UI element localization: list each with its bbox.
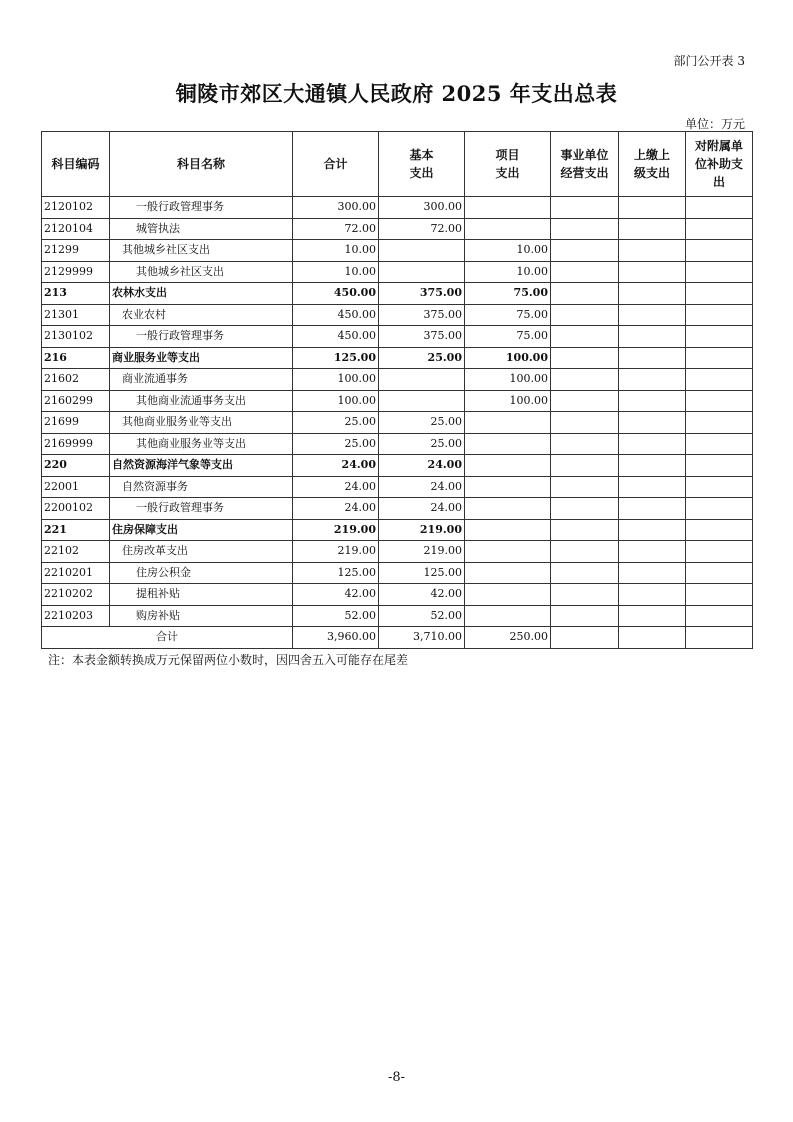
cell-business — [551, 519, 619, 541]
cell-upper — [619, 584, 686, 606]
table-row — [42, 347, 753, 369]
table-row — [42, 498, 753, 520]
cell-code: 2210201 — [42, 562, 110, 584]
cell-project — [465, 197, 551, 219]
cell-project — [465, 541, 551, 563]
cell-business — [551, 390, 619, 412]
cell-basic: 42.00 — [379, 584, 465, 606]
cell-upper — [619, 283, 686, 305]
cell-business — [551, 498, 619, 520]
cell-upper — [619, 261, 686, 283]
cell-name: 其他城乡社区支出 — [110, 261, 293, 283]
cell-total: 72.00 — [293, 218, 379, 240]
table-header-row — [42, 132, 753, 197]
cell-upper — [619, 519, 686, 541]
cell-code: 213 — [42, 283, 110, 305]
table-row — [42, 455, 753, 477]
cell-upper — [619, 369, 686, 391]
cell-name: 提租补贴 — [110, 584, 293, 606]
cell-total: 219.00 — [293, 541, 379, 563]
cell-code: 2210203 — [42, 605, 110, 627]
cell-total: 100.00 — [293, 390, 379, 412]
total-upper — [619, 627, 686, 649]
cell-code: 221 — [42, 519, 110, 541]
cell-upper — [619, 498, 686, 520]
table-row — [42, 326, 753, 348]
cell-name: 其他城乡社区支出 — [110, 240, 293, 262]
cell-upper — [619, 197, 686, 219]
cell-upper — [619, 412, 686, 434]
footnote: 注：本表金额转换成万元保留两位小数时，因四舍五入可能存在尾差 — [48, 653, 409, 667]
cell-business — [551, 541, 619, 563]
cell-project: 100.00 — [465, 369, 551, 391]
cell-subsidy — [686, 261, 753, 283]
cell-name: 一般行政管理事务 — [110, 498, 293, 520]
cell-subsidy — [686, 390, 753, 412]
header-total: 合计 — [293, 132, 379, 197]
cell-code: 2120102 — [42, 197, 110, 219]
cell-code: 21699 — [42, 412, 110, 434]
cell-name: 其他商业服务业等支出 — [110, 412, 293, 434]
table-total-row — [42, 627, 753, 649]
cell-name: 购房补贴 — [110, 605, 293, 627]
cell-code: 22001 — [42, 476, 110, 498]
cell-total: 300.00 — [293, 197, 379, 219]
cell-name: 其他商业流通事务支出 — [110, 390, 293, 412]
header-subsidy: 对附属单 位补助支 出 — [686, 132, 753, 197]
cell-upper — [619, 476, 686, 498]
cell-project: 10.00 — [465, 261, 551, 283]
cell-project: 75.00 — [465, 304, 551, 326]
table-row — [42, 541, 753, 563]
unit-label: 单位：万元 — [684, 117, 745, 131]
cell-project — [465, 433, 551, 455]
cell-subsidy — [686, 605, 753, 627]
cell-subsidy — [686, 326, 753, 348]
cell-subsidy — [686, 541, 753, 563]
cell-name: 住房公积金 — [110, 562, 293, 584]
cell-total: 125.00 — [293, 562, 379, 584]
cell-code: 2210202 — [42, 584, 110, 606]
cell-subsidy — [686, 218, 753, 240]
cell-business — [551, 433, 619, 455]
cell-name: 农业农村 — [110, 304, 293, 326]
header-basic: 基本 支出 — [379, 132, 465, 197]
cell-total: 10.00 — [293, 240, 379, 262]
cell-upper — [619, 455, 686, 477]
total-label: 合计 — [42, 627, 293, 649]
cell-total: 450.00 — [293, 283, 379, 305]
table-row — [42, 304, 753, 326]
cell-name: 城管执法 — [110, 218, 293, 240]
cell-total: 42.00 — [293, 584, 379, 606]
page-number: -8- — [387, 1070, 406, 1085]
cell-upper — [619, 347, 686, 369]
cell-business — [551, 455, 619, 477]
cell-business — [551, 326, 619, 348]
cell-project: 75.00 — [465, 326, 551, 348]
cell-business — [551, 584, 619, 606]
cell-business — [551, 261, 619, 283]
cell-upper — [619, 304, 686, 326]
cell-subsidy — [686, 283, 753, 305]
table-row — [42, 562, 753, 584]
cell-upper — [619, 218, 686, 240]
cell-business — [551, 347, 619, 369]
cell-total: 10.00 — [293, 261, 379, 283]
table-row — [42, 283, 753, 305]
cell-total: 450.00 — [293, 326, 379, 348]
cell-basic: 24.00 — [379, 498, 465, 520]
total-business — [551, 627, 619, 649]
cell-basic: 219.00 — [379, 519, 465, 541]
cell-project: 10.00 — [465, 240, 551, 262]
header-business: 事业单位 经营支出 — [551, 132, 619, 197]
cell-subsidy — [686, 347, 753, 369]
cell-name: 商业流通事务 — [110, 369, 293, 391]
cell-basic: 375.00 — [379, 304, 465, 326]
form-number: 部门公开表 3 — [673, 54, 745, 68]
total-subsidy — [686, 627, 753, 649]
cell-upper — [619, 605, 686, 627]
table-row — [42, 197, 753, 219]
table-row — [42, 412, 753, 434]
cell-code: 2130102 — [42, 326, 110, 348]
cell-project — [465, 476, 551, 498]
cell-code: 21602 — [42, 369, 110, 391]
cell-basic — [379, 369, 465, 391]
cell-code: 2169999 — [42, 433, 110, 455]
table-row — [42, 519, 753, 541]
cell-project — [465, 455, 551, 477]
table-row — [42, 433, 753, 455]
cell-upper — [619, 433, 686, 455]
cell-basic: 375.00 — [379, 283, 465, 305]
total-total: 3,960.00 — [293, 627, 379, 649]
cell-business — [551, 605, 619, 627]
cell-total: 219.00 — [293, 519, 379, 541]
expenditure-table — [41, 131, 753, 649]
cell-basic: 300.00 — [379, 197, 465, 219]
table-row — [42, 390, 753, 412]
cell-subsidy — [686, 240, 753, 262]
cell-code: 2129999 — [42, 261, 110, 283]
cell-name: 一般行政管理事务 — [110, 197, 293, 219]
cell-subsidy — [686, 433, 753, 455]
cell-basic: 25.00 — [379, 347, 465, 369]
cell-project — [465, 519, 551, 541]
cell-subsidy — [686, 498, 753, 520]
cell-total: 52.00 — [293, 605, 379, 627]
page-title: 铜陵市郊区大通镇人民政府 2025 年支出总表 — [175, 81, 618, 106]
cell-total: 100.00 — [293, 369, 379, 391]
cell-basic: 52.00 — [379, 605, 465, 627]
cell-code: 216 — [42, 347, 110, 369]
cell-subsidy — [686, 412, 753, 434]
cell-business — [551, 304, 619, 326]
table-row — [42, 605, 753, 627]
cell-basic: 25.00 — [379, 433, 465, 455]
cell-code: 2120104 — [42, 218, 110, 240]
cell-name: 农林水支出 — [110, 283, 293, 305]
table-row — [42, 476, 753, 498]
cell-upper — [619, 326, 686, 348]
table-row — [42, 369, 753, 391]
cell-upper — [619, 390, 686, 412]
cell-upper — [619, 240, 686, 262]
cell-code: 21299 — [42, 240, 110, 262]
cell-total: 24.00 — [293, 455, 379, 477]
header-upper: 上缴上 级支出 — [619, 132, 686, 197]
cell-basic: 25.00 — [379, 412, 465, 434]
cell-basic: 24.00 — [379, 476, 465, 498]
cell-total: 24.00 — [293, 498, 379, 520]
cell-subsidy — [686, 369, 753, 391]
cell-basic: 72.00 — [379, 218, 465, 240]
cell-subsidy — [686, 519, 753, 541]
cell-basic: 125.00 — [379, 562, 465, 584]
cell-subsidy — [686, 584, 753, 606]
cell-project: 100.00 — [465, 347, 551, 369]
cell-business — [551, 283, 619, 305]
cell-project: 100.00 — [465, 390, 551, 412]
cell-basic — [379, 240, 465, 262]
header-project: 项目 支出 — [465, 132, 551, 197]
cell-upper — [619, 541, 686, 563]
cell-subsidy — [686, 455, 753, 477]
cell-code: 220 — [42, 455, 110, 477]
cell-basic: 24.00 — [379, 455, 465, 477]
cell-project — [465, 218, 551, 240]
cell-business — [551, 476, 619, 498]
total-project: 250.00 — [465, 627, 551, 649]
cell-basic — [379, 261, 465, 283]
cell-subsidy — [686, 562, 753, 584]
cell-basic — [379, 390, 465, 412]
cell-project — [465, 562, 551, 584]
cell-name: 自然资源海洋气象等支出 — [110, 455, 293, 477]
cell-upper — [619, 562, 686, 584]
total-basic: 3,710.00 — [379, 627, 465, 649]
cell-code: 2200102 — [42, 498, 110, 520]
cell-name: 一般行政管理事务 — [110, 326, 293, 348]
cell-name: 自然资源事务 — [110, 476, 293, 498]
cell-business — [551, 218, 619, 240]
table-row — [42, 240, 753, 262]
cell-project — [465, 412, 551, 434]
cell-subsidy — [686, 476, 753, 498]
cell-project — [465, 584, 551, 606]
table-row — [42, 218, 753, 240]
cell-project — [465, 605, 551, 627]
cell-basic: 219.00 — [379, 541, 465, 563]
header-name: 科目名称 — [110, 132, 293, 197]
cell-total: 25.00 — [293, 433, 379, 455]
table-row — [42, 584, 753, 606]
cell-subsidy — [686, 197, 753, 219]
cell-business — [551, 369, 619, 391]
cell-business — [551, 240, 619, 262]
cell-business — [551, 562, 619, 584]
cell-code: 22102 — [42, 541, 110, 563]
cell-code: 2160299 — [42, 390, 110, 412]
cell-business — [551, 412, 619, 434]
cell-name: 商业服务业等支出 — [110, 347, 293, 369]
cell-code: 21301 — [42, 304, 110, 326]
cell-business — [551, 197, 619, 219]
cell-project: 75.00 — [465, 283, 551, 305]
cell-total: 125.00 — [293, 347, 379, 369]
header-code: 科目编码 — [42, 132, 110, 197]
cell-name: 住房保障支出 — [110, 519, 293, 541]
cell-project — [465, 498, 551, 520]
cell-basic: 375.00 — [379, 326, 465, 348]
cell-subsidy — [686, 304, 753, 326]
cell-total: 25.00 — [293, 412, 379, 434]
cell-total: 24.00 — [293, 476, 379, 498]
cell-name: 住房改革支出 — [110, 541, 293, 563]
cell-name: 其他商业服务业等支出 — [110, 433, 293, 455]
cell-total: 450.00 — [293, 304, 379, 326]
table-row — [42, 261, 753, 283]
